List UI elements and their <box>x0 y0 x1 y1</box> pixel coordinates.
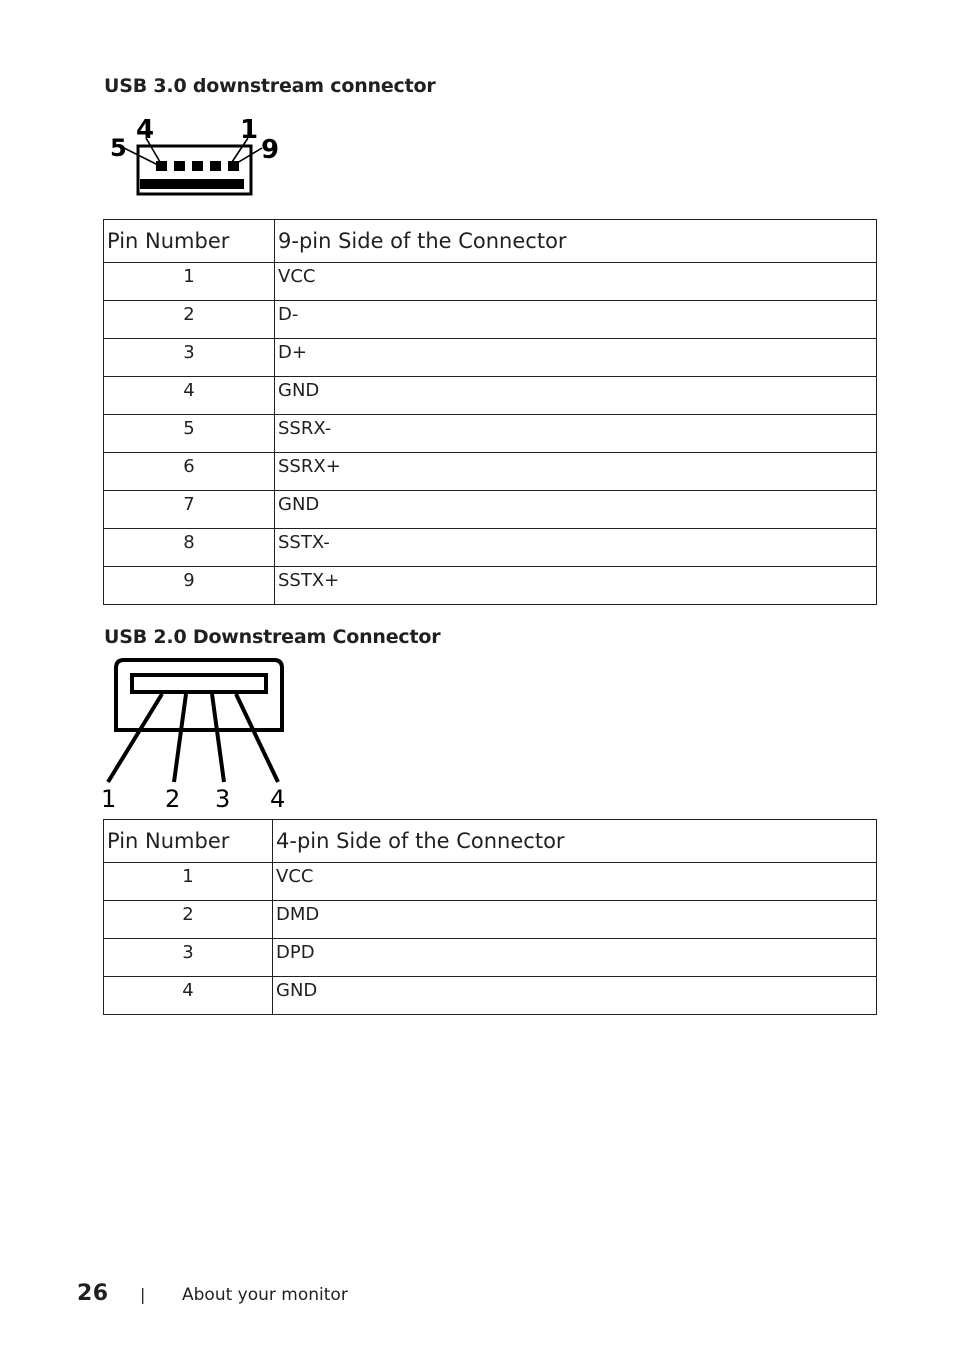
footer-separator: | <box>140 1285 146 1304</box>
pin-signal: D+ <box>275 339 877 377</box>
column-header: Pin Number <box>104 820 273 863</box>
usb2-section-title: USB 2.0 Downstream Connector <box>104 626 441 648</box>
column-header: 9-pin Side of the Connector <box>275 220 877 263</box>
usb2-pin-label: 2 <box>165 785 181 813</box>
footer-section-title: About your monitor <box>182 1285 348 1305</box>
usb3-pin-table <box>103 219 877 605</box>
pin-signal: VCC <box>275 263 877 301</box>
usb3-pin-label: 5 <box>110 134 127 162</box>
column-header: 4-pin Side of the Connector <box>273 820 877 863</box>
table-row <box>104 939 877 977</box>
pin-number: 3 <box>104 939 273 977</box>
pin-signal: DMD <box>273 901 877 939</box>
pin-signal: GND <box>275 491 877 529</box>
pin-number: 4 <box>104 377 275 415</box>
usb3-section-title: USB 3.0 downstream connector <box>104 75 436 97</box>
usb3-connector-diagram <box>104 110 284 202</box>
table-row <box>104 491 877 529</box>
table-row <box>104 339 877 377</box>
pin-number: 1 <box>104 863 273 901</box>
usb2-pin-label: 4 <box>270 785 286 813</box>
pin-signal: GND <box>275 377 877 415</box>
page-number: 26 <box>77 1281 109 1306</box>
pin-number: 3 <box>104 339 275 377</box>
table-row <box>104 263 877 301</box>
usb2-pin-label: 1 <box>101 785 117 813</box>
usb3-pin-label: 9 <box>261 135 280 165</box>
pin-number: 8 <box>104 529 275 567</box>
pin-signal: VCC <box>273 863 877 901</box>
usb2-pin-table <box>103 819 877 1015</box>
pin-signal: SSTX- <box>275 529 877 567</box>
table-row <box>104 863 877 901</box>
pin-number: 4 <box>104 977 273 1015</box>
pin-signal: GND <box>273 977 877 1015</box>
pin-number: 9 <box>104 567 275 605</box>
table-row <box>104 415 877 453</box>
pin-signal: SSRX+ <box>275 453 877 491</box>
pin-signal: SSTX+ <box>275 567 877 605</box>
pin-number: 7 <box>104 491 275 529</box>
pin-number: 2 <box>104 901 273 939</box>
table-row <box>104 529 877 567</box>
pin-number: 5 <box>104 415 275 453</box>
table-header-row <box>104 220 877 263</box>
table-row <box>104 301 877 339</box>
pin-signal: SSRX- <box>275 415 877 453</box>
table-header-row <box>104 820 877 863</box>
table-row <box>104 977 877 1015</box>
pin-number: 1 <box>104 263 275 301</box>
usb2-connector-diagram <box>96 656 296 814</box>
usb3-pin-label: 4 <box>136 115 155 145</box>
table-row <box>104 901 877 939</box>
usb2-pin-label: 3 <box>215 785 231 813</box>
pin-number: 6 <box>104 453 275 491</box>
table-row <box>104 567 877 605</box>
table-row <box>104 377 877 415</box>
usb3-pin-label: 1 <box>240 115 259 145</box>
pin-signal: DPD <box>273 939 877 977</box>
pin-signal: D- <box>275 301 877 339</box>
table-row <box>104 453 877 491</box>
column-header: Pin Number <box>104 220 275 263</box>
pin-number: 2 <box>104 301 275 339</box>
